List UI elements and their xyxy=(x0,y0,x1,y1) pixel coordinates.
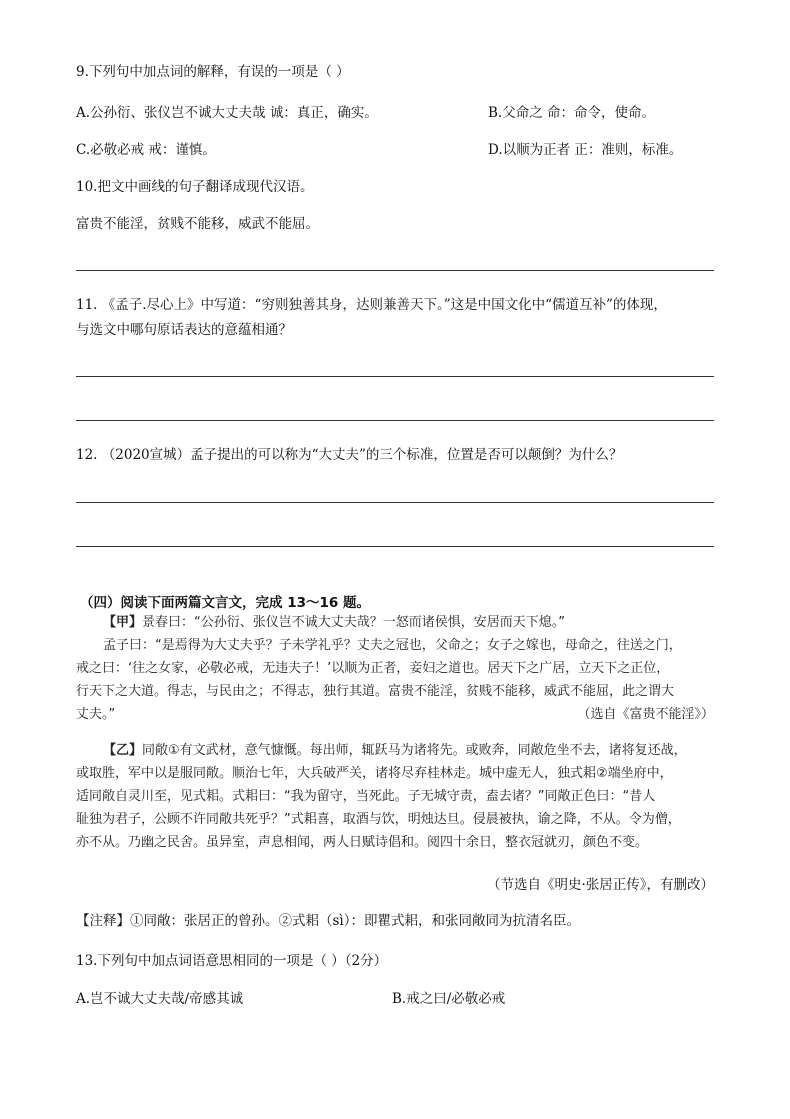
q12-stem: 12. （2020宣城）孟子提出的可以称为“大丈夫”的三个标准，位置是否可以颠倒？为什么？ xyxy=(76,447,623,463)
yi-source: （节选自《明史·张居正传》，有删改） xyxy=(486,877,714,893)
jia-line-2: 孟子曰：“是焉得为大丈夫乎？子未学礼乎？丈夫之冠也，父命之；女子之嫁也，母命之，往送之门， xyxy=(103,638,682,653)
yi-line-1 xyxy=(103,742,687,760)
yi-line-3: 适同敞自灵川至，见式耜。式耜曰：“我为留守，当死此。子无城守责，盍去诸？”同敞正色曰：“昔人 xyxy=(76,789,656,804)
jia-line-3: 戒之曰：‘往之女家，必敬必戒，无违夫子！’以顺为正者，妾妇之道也。居天下之广居，立天下之正位， xyxy=(76,661,670,676)
q9-option-b: B.父命之 命：命令，使命。 xyxy=(488,105,656,121)
q11-stem-line2: 与选文中哪句原话表达的意蕴相通？ xyxy=(76,322,292,338)
jia-text-1: 景春曰：“公孙衍、张仪岂不诚大丈夫哉？一怒而诸侯惧，安居而天下熄。” xyxy=(142,615,565,630)
jia-source: （选自《富贵不能淫》） xyxy=(577,707,714,722)
annotation-note: 【注释】①同敞：张居正的曾孙。②式耜（sì）：即瞿式耜，和张同敞同为抗清名臣。 xyxy=(76,913,580,929)
jia-tag: 【甲】 xyxy=(103,615,143,630)
jia-line-1 xyxy=(103,614,565,632)
section4-heading: （四）阅读下面两篇文言文，完成 13～16 题。 xyxy=(80,595,370,611)
q13-stem: 13.下列句中加点词语意思相同的一项是（ ）（2分） xyxy=(76,953,388,969)
q9-option-d: D.以顺为正者 正：准则，标准。 xyxy=(488,142,683,158)
q11-answer-line-1 xyxy=(76,376,714,377)
q10-stem: 10.把文中画线的句子翻译成现代汉语。 xyxy=(76,179,314,195)
q11-answer-line-2 xyxy=(76,420,714,421)
q10-answer-line xyxy=(76,270,714,271)
jia-line-4: 行天下之大道。得志，与民由之；不得志，独行其道。富贵不能淫，贫贱不能移，威武不能屈，此之谓大 xyxy=(76,684,675,699)
q10-sentence: 富贵不能淫，贫贱不能移，威武不能屈。 xyxy=(76,216,319,232)
q11-stem-line1: 11. 《孟子.尽心上》中写道：“穷则独善其身，达则兼善天下。”这是中国文化中“儒道互补”的体现， xyxy=(76,297,667,313)
q9-stem: 9.下列句中加点词的解释，有误的一项是（ ） xyxy=(76,64,350,80)
yi-line-5: 亦不从。乃幽之民舍。虽异室，声息相闻，两人日赋诗倡和。阅四十余日，整衣冠就刃，颜色不变。 xyxy=(76,835,649,850)
yi-text-1: 同敞①有文武材，意气慷慨。每出师，辄跃马为诸将先。或败奔，同敞危坐不去，诸将复还战， xyxy=(142,743,687,758)
yi-tag: 【乙】 xyxy=(103,743,143,758)
q12-answer-line-2 xyxy=(76,546,714,547)
yi-line-4: 耻独为君子，公顾不许同敞共死乎？”式耜喜，取酒与饮，明烛达旦。侵晨被执，谕之降，不从。令为僧， xyxy=(76,812,681,827)
jia-line-5: 丈夫。” xyxy=(76,707,116,722)
q12-answer-line-1 xyxy=(76,502,714,503)
yi-line-2: 或取胜，军中以是服同敞。顺治七年，大兵破严关，诸将尽弃桂林走。城中虚无人，独式耜②端坐府中， xyxy=(76,766,673,781)
q9-option-a: A.公孙衍、张仪岂不诚大丈夫哉 诚：真正，确实。 xyxy=(76,105,378,121)
q13-option-a: A.岂不诚大丈夫哉/帝感其诚 xyxy=(76,991,244,1007)
q9-option-c: C.必敬必戒 戒：谨慎。 xyxy=(76,142,216,158)
q13-option-b: B.戒之曰/必敬必戒 xyxy=(392,991,506,1007)
